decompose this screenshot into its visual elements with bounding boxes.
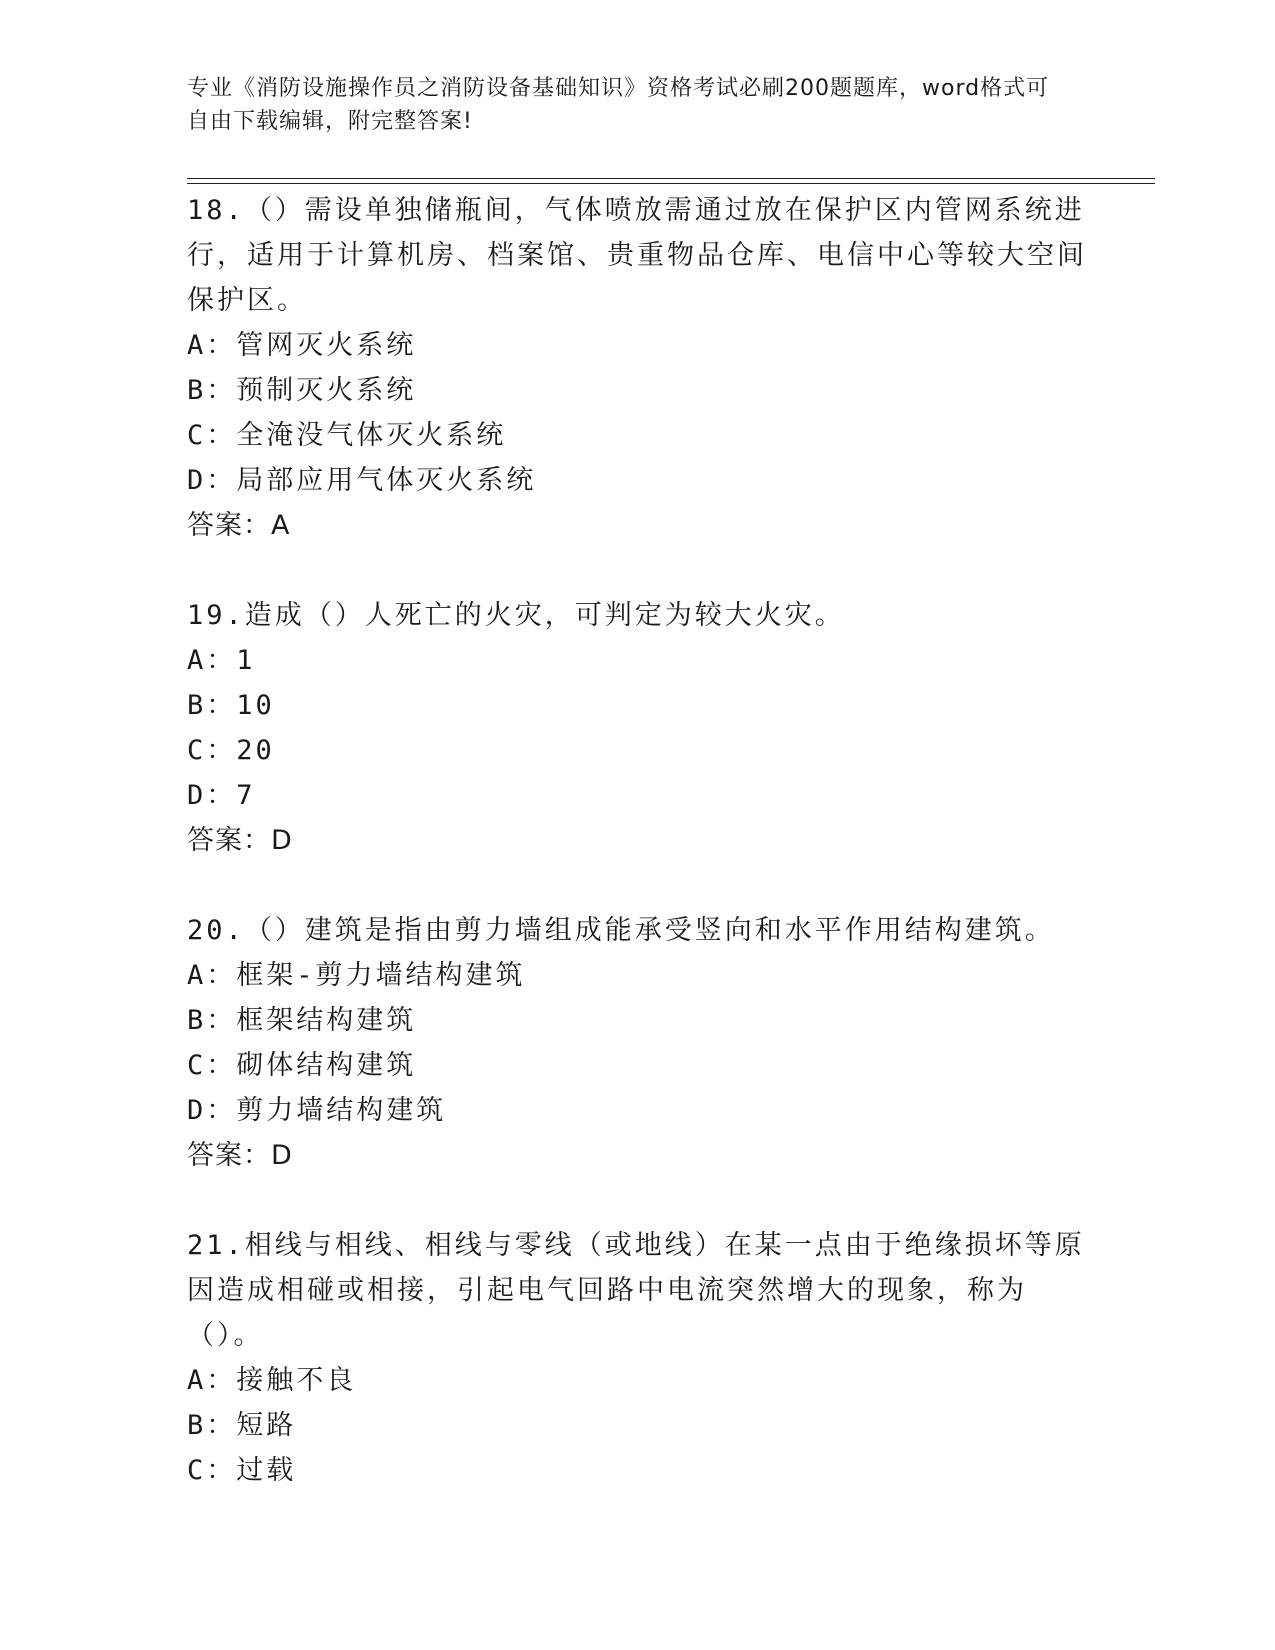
question-19 [187,593,1087,863]
option-b: B：框架结构建筑 [187,1005,417,1036]
option-c: C：全淹没气体灭火系统 [187,420,507,451]
header-divider-bottom [187,183,1155,184]
question-18 [187,188,1087,548]
option-b: B：短路 [187,1410,297,1441]
question-stem: 20.（）建筑是指由剪力墙组成能承受竖向和水平作用结构建筑。 [187,915,1055,946]
option-a: A：框架-剪力墙结构建筑 [187,960,526,991]
option-d: D：局部应用气体灭火系统 [187,465,537,496]
option-a: A：接触不良 [187,1365,357,1396]
option-c: C：20 [187,735,275,766]
question-stem: 18.（）需设单独储瓶间，气体喷放需通过放在保护区内管网系统进行，适用于计算机房、档案馆、贵重物品仓库、电信中心等较大空间保护区。 [187,195,1087,316]
answer: 答案：A [187,510,291,541]
question-21 [187,1223,1087,1493]
option-d: D：剪力墙结构建筑 [187,1095,447,1126]
document-header: 专业《消防设施操作员之消防设备基础知识》资格考试必刷200题题库，word格式可自由下载编辑，附完整答案! [187,76,1050,134]
option-b: B：预制灭火系统 [187,375,417,406]
option-c: C：砌体结构建筑 [187,1050,417,1081]
question-list [187,188,1087,1493]
option-a: A：1 [187,645,256,676]
question-stem: 19.造成（）人死亡的火灾，可判定为较大火灾。 [187,600,845,631]
header-divider-top [187,178,1155,179]
question-stem: 21.相线与相线、相线与零线（或地线）在某一点由于绝缘损坏等原因造成相碰或相接，引起电气回路中电流突然增大的现象，称为（）。 [187,1230,1085,1351]
option-b: B：10 [187,690,275,721]
option-a: A：管网灭火系统 [187,330,417,361]
option-d: D：7 [187,780,256,811]
option-c: C：过载 [187,1455,297,1486]
question-20 [187,908,1087,1178]
answer: 答案：D [187,825,293,856]
answer: 答案：D [187,1140,293,1171]
